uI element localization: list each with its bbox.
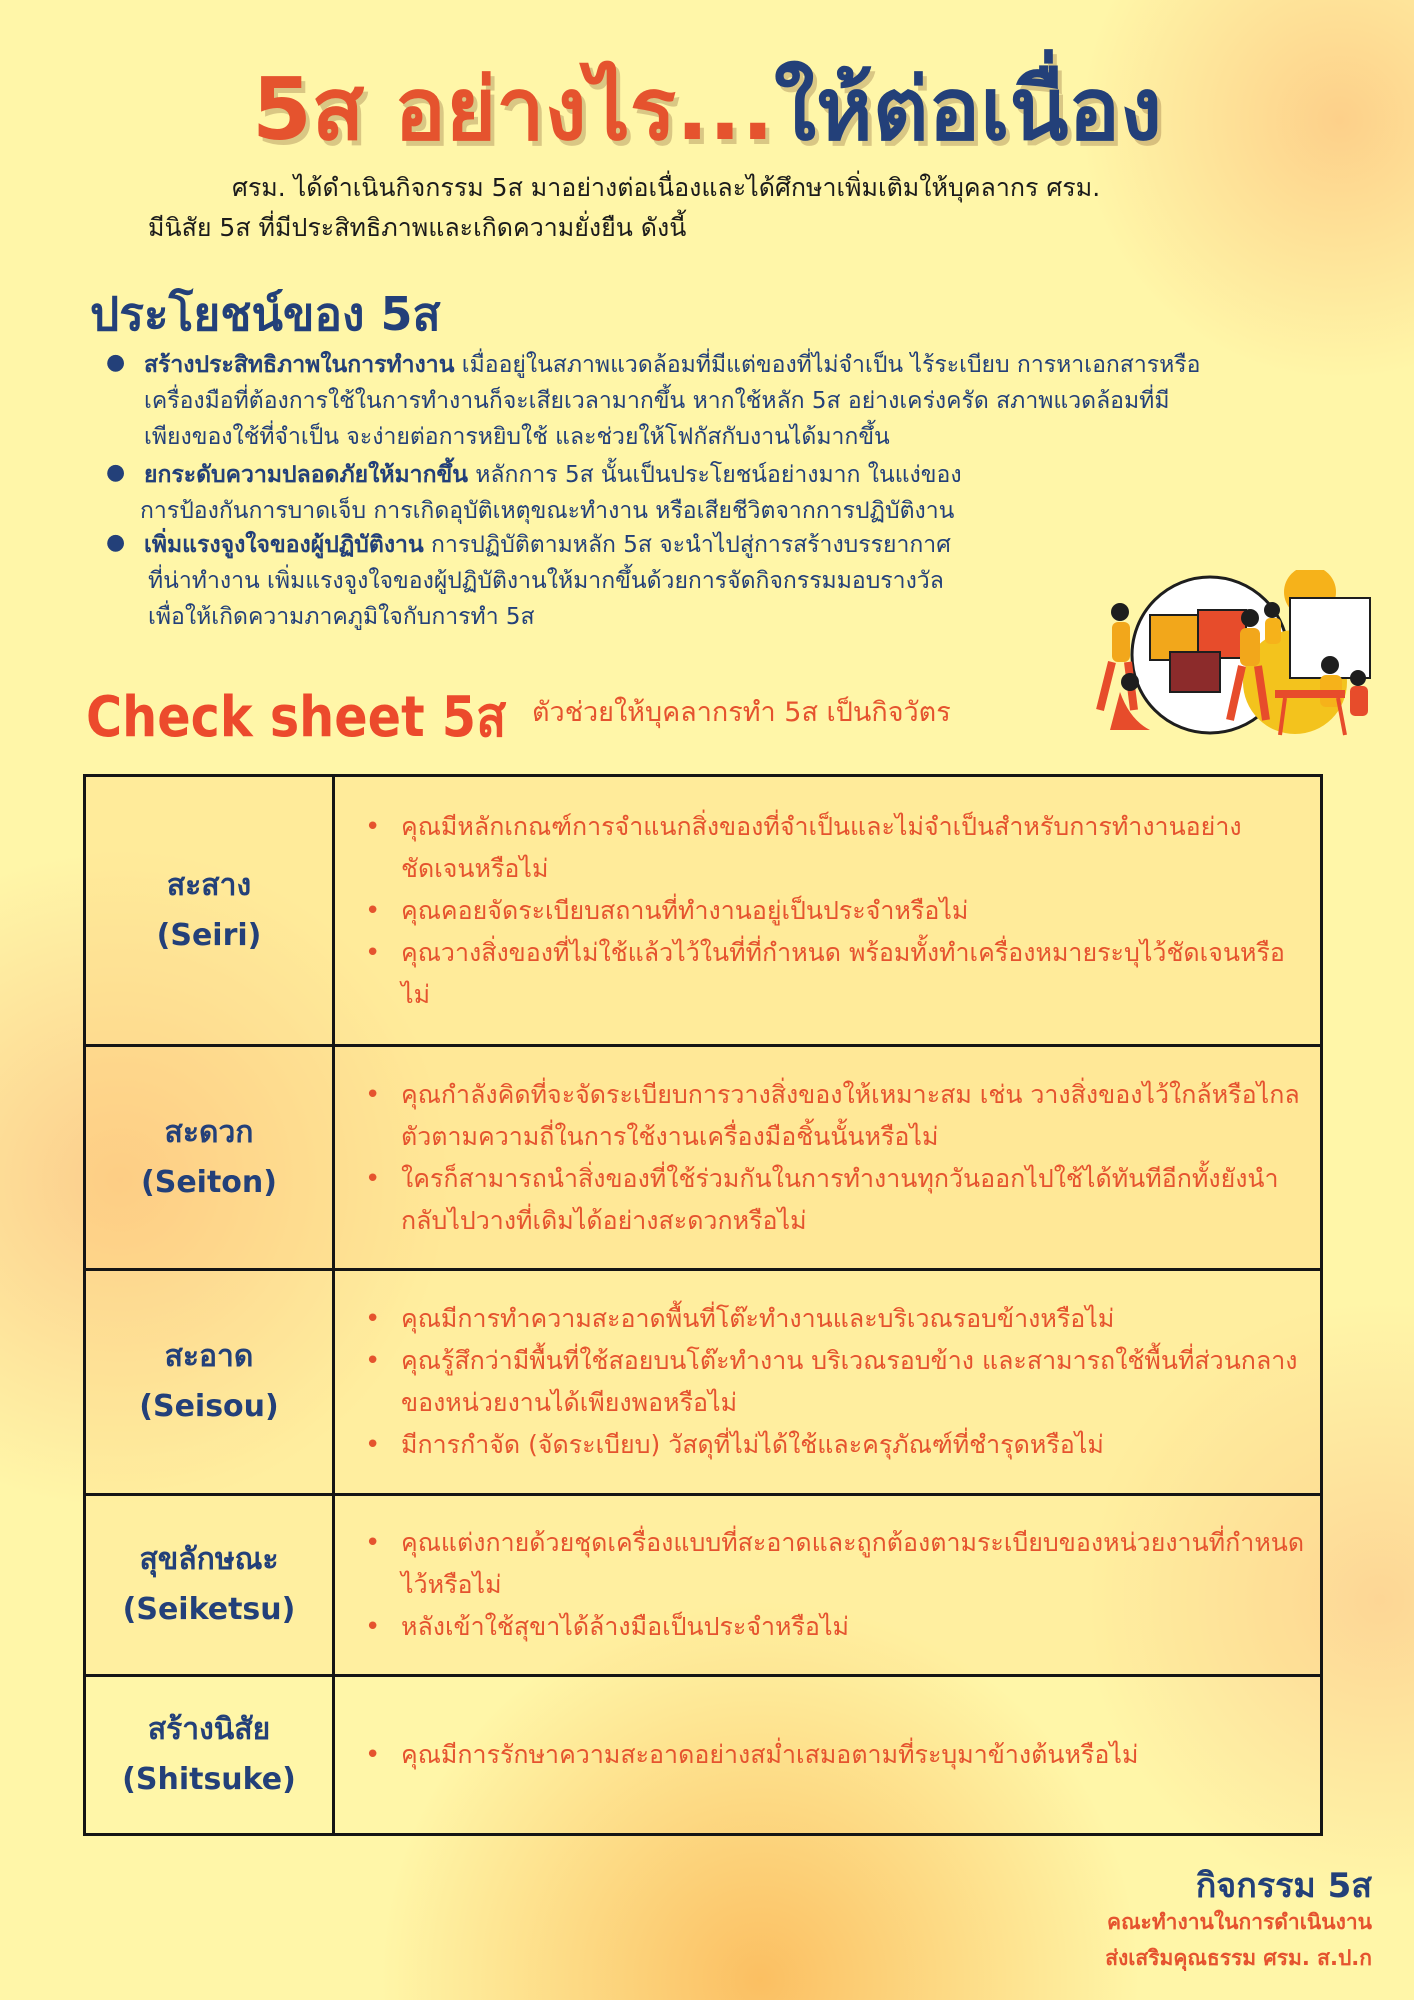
footer-title: กิจกรรม 5ส (1195, 1866, 1372, 1906)
list-item: • คุณรู้สึกว่ามีพื้นที่ใช้สอยบนโต๊ะทำงาน บริเวณรอบข้าง และสามารถใช้พื้นที่ส่วนกลางของหน่วยงานได้เพียงพอหรือไม่ (365, 1340, 1310, 1424)
benefit-3-title: เพิ่มแรงจูงใจของผู้ปฏิบัติงาน (144, 532, 424, 558)
row-label-eng: (Seiton) (141, 1164, 277, 1200)
benefit-1-title: สร้างประสิทธิภาพในการทำงาน (144, 352, 455, 378)
table-row (85, 1676, 1322, 1835)
table-row (85, 776, 1322, 1046)
row-label (85, 776, 334, 1046)
benefit-2-line-1 (144, 458, 962, 492)
row-label-thai: สุขลักษณะ (139, 1542, 279, 1577)
row-label-thai: สะดวก (164, 1114, 254, 1150)
benefit-3-line-1 (144, 528, 951, 562)
list-item: • มีการกำจัด (จัดระเบียบ) วัสดุที่ไม่ได้ใช้และครุภัณฑ์ที่ชำรุดหรือไม่ (365, 1424, 1310, 1466)
footer-line-1: คณะทำงานในการดำเนินงาน (1107, 1910, 1372, 1934)
benefit-3-text-1: การปฏิบัติตามหลัก 5ส จะนำไปสู่การสร้างบรรยากาศ (423, 532, 951, 558)
benefit-1-line-1 (144, 348, 1200, 382)
row-label (85, 1676, 334, 1835)
row-label (85, 1270, 334, 1495)
benefit-2-line-2: การป้องกันการบาดเจ็บ การเกิดอุบัติเหตุขณะทำงาน หรือเสียชีวิตจากการปฏิบัติงาน (140, 498, 955, 524)
list-item: • คุณมีการรักษาความสะอาดอย่างสม่ำเสมอตามที่ระบุมาข้างต้นหรือไม่ (365, 1734, 1310, 1776)
benefit-1-line-3: เพียงของใช้ที่จำเป็น จะง่ายต่อการหยิบใช้ และช่วยให้โฟกัสกับงานได้มากขึ้น (144, 424, 890, 450)
list-item: • คุณกำลังคิดที่จะจัดระเบียบการวางสิ่งของให้เหมาะสม เช่น วางสิ่งของไว้ใกล้หรือไกลตัวตามความถี่ในการใช้งานเครื่องมือชิ้นนั้นหรือไม่ (365, 1074, 1310, 1158)
row-label-eng: (Seiketsu) (122, 1592, 296, 1627)
title-part-2: ให้ต่อเนื่อง (774, 60, 1163, 160)
row-label (85, 1046, 334, 1270)
checksheet-table (83, 774, 1323, 1836)
table-row (85, 1046, 1322, 1270)
list-item: • หลังเข้าใช้สุขาได้ล้างมือเป็นประจำหรือไม่ (365, 1606, 1310, 1648)
row-items (334, 1676, 1322, 1835)
list-item: • คุณวางสิ่งของที่ไม่ใช้แล้วไว้ในที่ที่กำหนด พร้อมทั้งทำเครื่องหมายระบุไว้ชัดเจนหรือไม่ (365, 932, 1310, 1016)
row-label-thai: สร้างนิสัย (147, 1712, 271, 1747)
row-items (334, 1270, 1322, 1495)
row-label-eng: (Seiri) (156, 917, 262, 953)
benefit-3-line-3: เพื่อให้เกิดความภาคภูมิใจกับการทำ 5ส (148, 604, 535, 630)
list-item: • คุณคอยจัดระเบียบสถานที่ทำงานอยู่เป็นประจำหรือไม่ (365, 890, 1310, 932)
bullet-icon: ● (106, 350, 126, 375)
row-label-eng: (Seisou) (139, 1389, 279, 1424)
row-label-thai: สะอาด (164, 1339, 254, 1374)
list-item: • คุณมีหลักเกณฑ์การจำแนกสิ่งของที่จำเป็นและไม่จำเป็นสำหรับการทำงานอย่างชัดเจนหรือไม่ (365, 806, 1310, 890)
bullet-icon: ● (106, 460, 126, 485)
list-item: • คุณแต่งกายด้วยชุดเครื่องแบบที่สะอาดและถูกต้องตามระเบียบของหน่วยงานที่กำหนดไว้หรือไม่ (365, 1522, 1310, 1606)
benefit-2-text-1: หลักการ 5ส นั้นเป็นประโยชน์อย่างมาก ในแง่ของ (467, 462, 962, 488)
row-items (334, 776, 1322, 1046)
row-items (334, 1495, 1322, 1676)
table-row (85, 1270, 1322, 1495)
row-label-thai: สะสาง (166, 867, 252, 903)
bullet-icon: ● (106, 530, 126, 555)
intro-line-1: ศรม. ได้ดำเนินกิจกรรม 5ส มาอย่างต่อเนื่องและได้ศึกษาเพิ่มเติมให้บุคลากร ศรม. (232, 173, 1101, 202)
checksheet-title: Check sheet 5ส (86, 685, 507, 750)
benefit-1-text-1: เมื่ออยู่ในสภาพแวดล้อมที่มีแต่ของที่ไม่จำเป็น ไร้ระเบียบ การหาเอกสารหรือ (454, 352, 1201, 378)
checksheet-subtitle: ตัวช่วยให้บุคลากรทำ 5ส เป็นกิจวัตร (532, 697, 951, 728)
benefits-heading: ประโยชน์ของ 5ส (90, 287, 441, 341)
title-part-1: 5ส อย่างไร... (251, 60, 775, 160)
row-label-eng: (Shitsuke) (122, 1762, 296, 1797)
row-label (85, 1495, 334, 1676)
list-item: • คุณมีการทำความสะอาดพื้นที่โต๊ะทำงานและบริเวณรอบข้างหรือไม่ (365, 1298, 1310, 1340)
benefit-1-line-2: เครื่องมือที่ต้องการใช้ในการทำงานก็จะเสียเวลามากขึ้น หากใช้หลัก 5ส อย่างเคร่งครัด สภาพแวดล้อมที่มี (144, 388, 1170, 414)
benefit-3-line-2: ที่น่าทำงาน เพิ่มแรงจูงใจของผู้ปฏิบัติงานให้มากขึ้นด้วยการจัดกิจกรรมมอบรางวัล (148, 568, 944, 594)
benefit-2-title: ยกระดับความปลอดภัยให้มากขึ้น (144, 462, 468, 488)
team-puzzle-illustration-icon (1090, 570, 1380, 740)
intro-line-2: มีนิสัย 5ส ที่มีประสิทธิภาพและเกิดความยั่งยืน ดังนี้ (148, 213, 687, 242)
list-item: • ใครก็สามารถนำสิ่งของที่ใช้ร่วมกันในการทำงานทุกวันออกไปใช้ได้ทันทีอีกทั้งยังนำกลับไปวางที่เดิมได้อย่างสะดวกหรือไม่ (365, 1158, 1310, 1242)
table-row (85, 1495, 1322, 1676)
row-items (334, 1046, 1322, 1270)
footer-line-2: ส่งเสริมคุณธรรม ศรม. ส.ป.ก (1105, 1946, 1372, 1970)
page-title (0, 60, 1414, 160)
